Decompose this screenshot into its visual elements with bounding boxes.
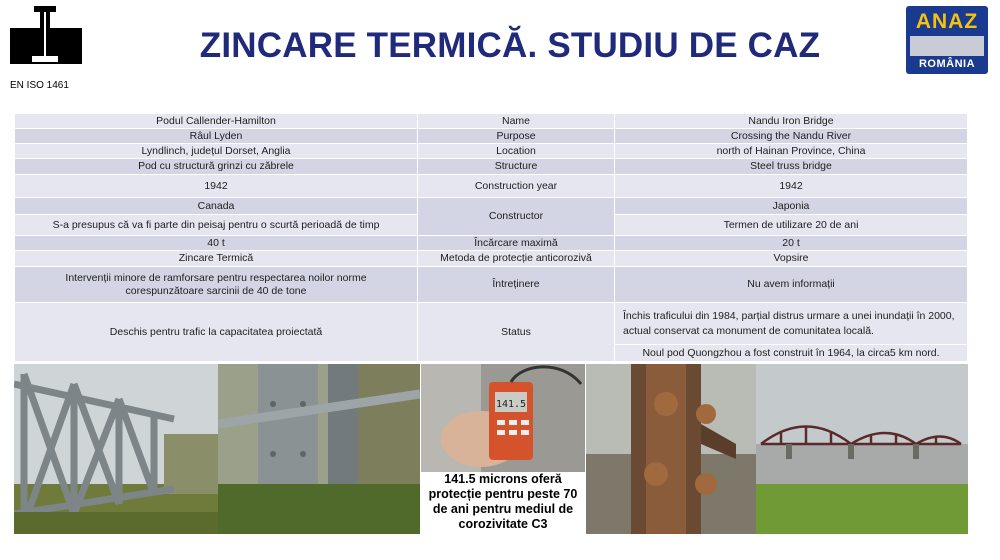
left-cell: Râul Lyden	[15, 129, 418, 144]
anaz-logo-top: ANAZ	[915, 10, 979, 33]
gauge-caption: 141.5 microns oferă protecție pentru peste 70 de ani pentru mediul de corozivitate C3	[428, 472, 578, 531]
label-cell: Întreținere	[418, 267, 615, 303]
iso-symbol-icon	[10, 6, 82, 80]
photo-corroded-bridge	[586, 364, 756, 534]
left-cell: Pod cu structură grinzi cu zăbrele	[15, 159, 418, 175]
iso-1461-logo	[10, 6, 82, 90]
table-row	[15, 267, 968, 303]
comparison-table	[14, 113, 968, 362]
table-row	[15, 236, 968, 251]
table-row	[15, 114, 968, 129]
left-cell: Canada	[15, 198, 418, 215]
right-cell: Vopsire	[615, 251, 968, 267]
label-cell: Structure	[418, 159, 615, 175]
right-cell: Închis traficului din 1984, parțial distrus urmare a unei inundații în 2000, actual conservat ca monument de comunitatea locală.	[615, 303, 968, 345]
left-cell: S-a presupus că va fi parte din peisaj pentru o scurtă perioadă de timp	[15, 215, 418, 236]
left-cell: Deschis pentru trafic la capacitatea proiectată	[15, 303, 418, 362]
page-title: ZINCARE TERMICĂ. STUDIU DE CAZ	[199, 26, 821, 65]
table-row	[15, 175, 968, 198]
left-cell: Lyndlinch, județul Dorset, Anglia	[15, 144, 418, 159]
table-row	[15, 251, 968, 267]
right-cell: Crossing the Nandu River	[615, 129, 968, 144]
photo-truss-bridge-side	[14, 364, 218, 534]
anaz-logo-bottom: ROMÂNIA	[918, 58, 976, 70]
right-cell: north of Hainan Province, China	[615, 144, 968, 159]
table-row	[15, 303, 968, 345]
anaz-logo-band	[910, 36, 984, 56]
right-cell: 20 t	[615, 236, 968, 251]
label-cell: Status	[418, 303, 615, 362]
anaz-romania-logo	[906, 6, 988, 74]
right-cell: Nu avem informații	[615, 267, 968, 303]
table-row	[15, 159, 968, 175]
photo-nandu-bridge	[756, 364, 968, 534]
right-cell: 1942	[615, 175, 968, 198]
label-cell: Construction year	[418, 175, 615, 198]
label-cell: Name	[418, 114, 615, 129]
photo-truss-detail	[218, 364, 420, 534]
left-cell: Podul Callender-Hamilton	[15, 114, 418, 129]
left-cell: 40 t	[15, 236, 418, 251]
right-cell: Nandu Iron Bridge	[615, 114, 968, 129]
label-cell: Constructor	[418, 198, 615, 236]
left-cell: 1942	[15, 175, 418, 198]
label-cell: Încărcare maximă	[418, 236, 615, 251]
gauge-reading: 141.5	[495, 399, 527, 410]
table-row	[15, 129, 968, 144]
left-cell: Intervenții minore de ramforsare pentru respectarea noilor norme corespunzătoare sarcinii de 40 de tone	[15, 267, 418, 303]
right-cell: Steel truss bridge	[615, 159, 968, 175]
left-cell: Zincare Termică	[15, 251, 418, 267]
right-cell: Termen de utilizare 20 de ani	[615, 215, 968, 236]
table-row	[15, 198, 968, 215]
iso-logo-text: EN ISO 1461	[10, 80, 69, 91]
right-cell: Japonia	[615, 198, 968, 215]
right-cell: Noul pod Quongzhou a fost construit în 1964, la circa5 km nord.	[615, 345, 968, 362]
label-cell: Metoda de protecție anticorozivă	[418, 251, 615, 267]
label-cell: Purpose	[418, 129, 615, 144]
table-row	[15, 144, 968, 159]
label-cell: Location	[418, 144, 615, 159]
